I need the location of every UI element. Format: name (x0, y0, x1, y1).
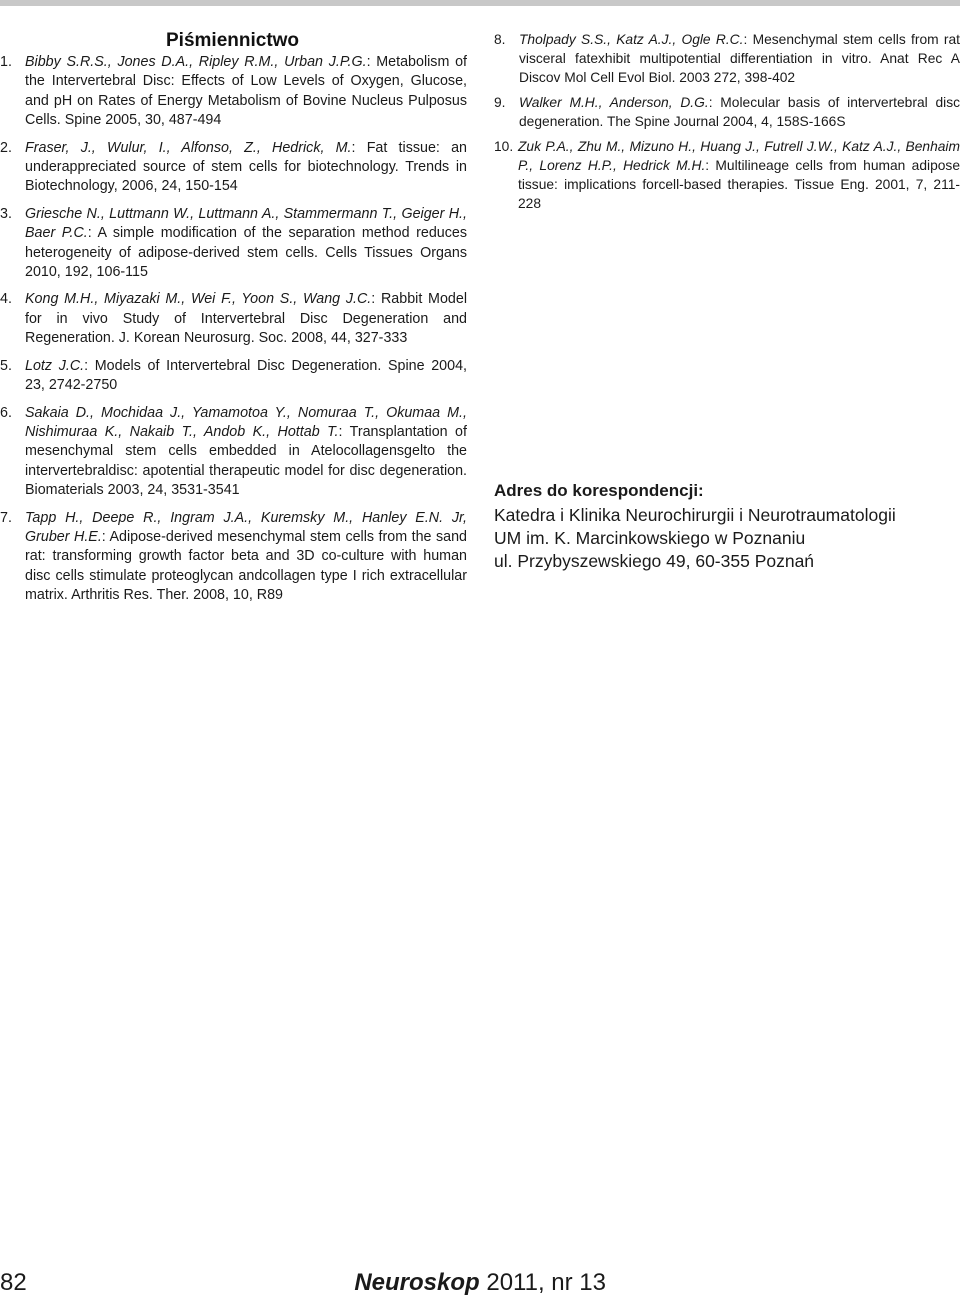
reference-number: 4. (0, 291, 12, 308)
reference-authors: Sakaia D., Mochidaa J., Yamamotoa Y., Nomuraa T., Okumaa M., Nishimuraa K., Nakaib T., Andob K., Hottab T. (25, 404, 467, 440)
reference-item (0, 290, 467, 348)
reference-item (0, 404, 467, 501)
reference-text: : Fat tissue: an underappreciated source of stem cells for biotechnology. Trends in Biotechnology, 2006, 24, 150-154 (25, 139, 467, 195)
reference-text: : A simple modification of the separation method reduces heterogeneity of adipose-derived stem cells. Cells Tissues Organs 2010, 192, 106-115 (25, 225, 468, 281)
reference-item (0, 53, 467, 131)
references-heading: Piśmiennictwo (166, 30, 300, 51)
reference-number: 1. (0, 54, 12, 70)
reference-authors: Kong M.H., Miyazaki M., Wei F., Yoon S., Wang J.C. (25, 291, 372, 308)
reference-text: : Metabolism of the Intervertebral Disc: Effects of Low Levels of Oxygen, Glucose, and pH on Rates of Energy Metabolism of Bovine Nucleus Pulposus Cells. Spine 2005, 30, 487-494 (25, 54, 467, 129)
reference-item (0, 357, 467, 396)
correspondence-address: ul. Przybyszewskiego 49, 60-355 Poznań (494, 551, 815, 571)
reference-authors: Tapp H., Deepe R., Ingram J.A., Kuremsky M., Hanley E.N. Jr, Gruber H.E. (25, 509, 467, 545)
correspondence-university: UM im. K. Marcinkowskiego w Poznaniu (494, 528, 806, 548)
reference-number: 7. (0, 509, 12, 526)
reference-text: : Adipose-derived mesenchymal stem cells from the sand rat: transforming growth factor beta and 3D co-culture with human disc cells stimulate proteoglycan andcollagen type I rich extracellular matrix. Arthritis Res. Ther. 2008, 10, R89 (25, 528, 467, 604)
journal-info (354, 1268, 606, 1298)
reference-authors: Lotz J.C. (25, 357, 85, 374)
reference-authors: Bibby S.R.S., Jones D.A., Ripley R.M., Urban J.P.G. (25, 54, 367, 70)
reference-number: 9. (494, 95, 506, 110)
reference-text: : Rabbit Model for in vivo Study of Intervertebral Disc Degeneration and Regeneration. J. Korean Neurosurg. Soc. 2008, 44, 327-333 (25, 291, 467, 347)
reference-number: 2. (0, 139, 12, 156)
reference-list-left (0, 53, 467, 606)
correspondence-block (494, 480, 960, 573)
page-footer (0, 1268, 960, 1308)
correspondence-title: Adres do korespondencji: (494, 481, 704, 500)
correspondence-department: Katedra i Klinika Neurochirurgii i Neurotraumatologii (494, 505, 896, 525)
reference-authors: Tholpady S.S., Katz A.J., Ogle R.C. (519, 32, 744, 47)
reference-text: : Multilineage cells from human adipose tissue: implications forcell-based therapies. Tissue Eng. 2001, 7, 211-228 (518, 158, 960, 211)
reference-item (494, 30, 960, 87)
reference-number: 6. (0, 404, 12, 421)
right-column (494, 30, 960, 219)
reference-item (0, 509, 467, 606)
page-number: 82 (0, 1269, 27, 1296)
reference-item (494, 137, 960, 213)
reference-authors: Zuk P.A., Zhu M., Mizuno H., Huang J., Futrell J.W., Katz A.J., Benhaim P., Lorenz H.P., Hedrick M.H. (518, 139, 960, 173)
reference-number: 5. (0, 357, 12, 374)
reference-authors: Walker M.H., Anderson, D.G. (519, 95, 709, 110)
reference-text: : Transplantation of mesenchymal stem cells embedded in Atelocollagensgelto the intervertebraldisc: apotential therapeutic model for disc degeneration. Biomaterials 2003, 24, 3531-3541 (25, 423, 467, 499)
reference-item (0, 205, 467, 283)
reference-text: : Models of Intervertebral Disc Degeneration. Spine 2004, 23, 2742-2750 (25, 357, 467, 394)
reference-number: 8. (494, 32, 506, 47)
journal-name: Neuroskop (354, 1269, 480, 1296)
reference-authors: Griesche N., Luttmann W., Luttmann A., Stammermann T., Geiger H., Baer P.C. (25, 205, 467, 242)
reference-text: : Molecular basis of intervertebral disc degeneration. The Spine Journal 2004, 4, 158S-166S (519, 95, 960, 129)
reference-number: 10. (494, 139, 514, 154)
reference-list-right (494, 30, 960, 213)
left-column (0, 30, 467, 614)
reference-text: : Mesenchymal stem cells from rat visceral fatexhibit multipotential differentiation in vitro. Anat Rec A Discov Mol Cell Evol Biol. 2003 272, 398-402 (519, 32, 960, 85)
reference-authors: Fraser, J., Wulur, I., Alfonso, Z., Hedrick, M. (25, 139, 352, 156)
journal-issue: 2011, nr 13 (479, 1269, 606, 1296)
reference-item (0, 139, 467, 197)
reference-number: 3. (0, 205, 12, 222)
reference-item (494, 93, 960, 131)
top-rule (0, 0, 960, 6)
